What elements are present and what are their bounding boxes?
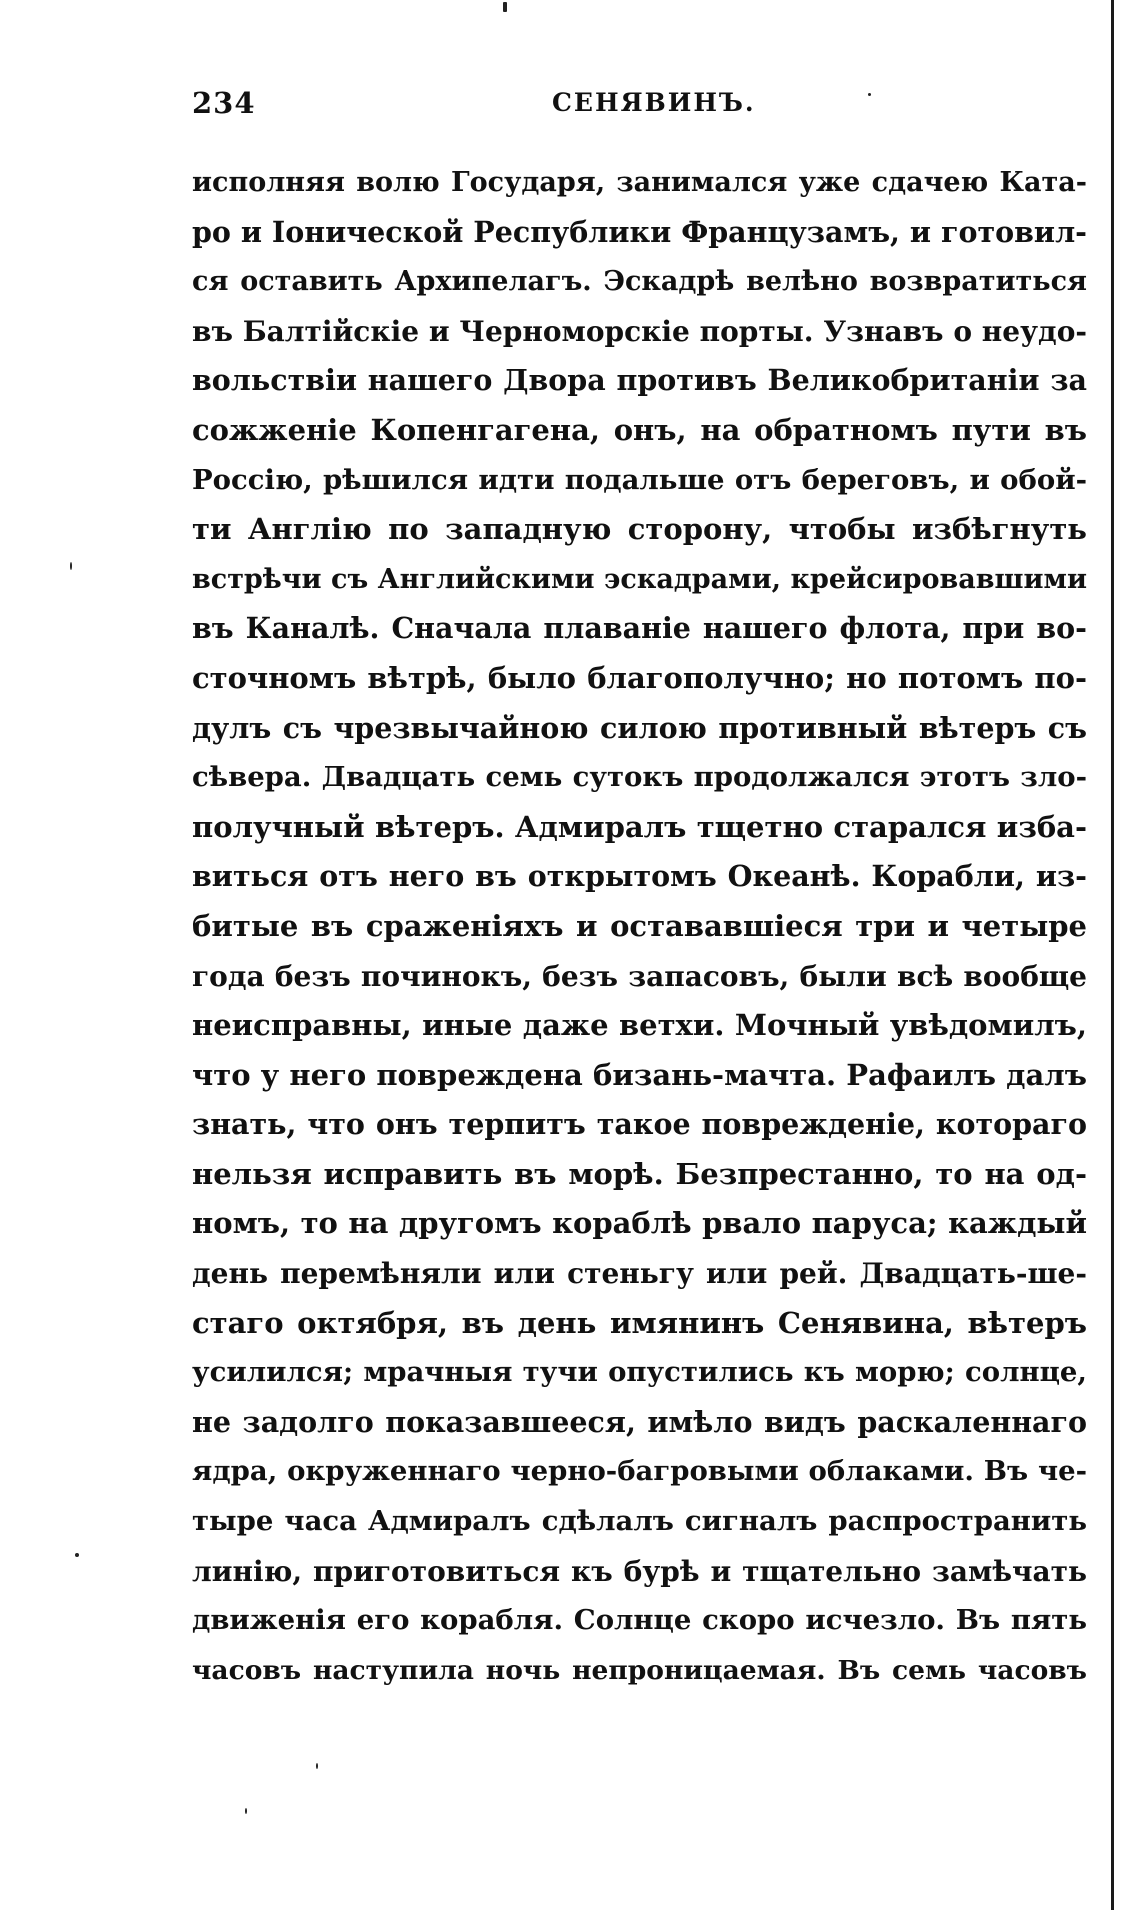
text-line: получный вѣтеръ. Адмиралъ тщетно старался изба- xyxy=(192,809,1087,844)
text-line: въ Каналѣ. Сначала плаваніе нашего флота, при во- xyxy=(192,611,1087,646)
text-line: встрѣчи съ Английскими эскадрами, крейсировавшими xyxy=(192,563,1087,595)
text-line: неисправны, иные даже ветхи. Мочный увѣдомилъ, xyxy=(192,1008,1087,1043)
ink-speck xyxy=(70,562,72,570)
text-line: исполняя волю Государя, занимался уже сдачею Ката- xyxy=(192,167,1087,198)
text-line: битые въ сраженіяхъ и остававшіеся три и четыре xyxy=(192,908,1087,943)
text-line: ся оставить Архипелагъ. Эскадрѣ велѣно возвратиться xyxy=(192,266,1087,298)
text-line: стаго октября, въ день имянинъ Сенявина, вѣтеръ xyxy=(192,1305,1087,1340)
ink-speck xyxy=(503,2,507,12)
text-line: дулъ съ чрезвычайною силою противный вѣтеръ съ xyxy=(192,710,1087,745)
text-line: виться отъ него въ открытомъ Океанѣ. Корабли, из- xyxy=(192,859,1087,894)
ink-speck xyxy=(316,1763,318,1769)
text-line: года безъ починокъ, безъ запасовъ, были всѣ вообще xyxy=(192,959,1087,993)
ink-speck xyxy=(245,1808,247,1814)
text-line: вольствіи нашего Двора противъ Великобританіи за xyxy=(192,363,1087,398)
text-line: номъ, то на другомъ кораблѣ рвало паруса; каждый xyxy=(192,1206,1087,1241)
text-line: что у него повреждена бизань-мачта. Рафаилъ далъ xyxy=(192,1057,1087,1092)
text-line: линію, приготовиться къ бурѣ и тщательно замѣчать xyxy=(192,1554,1087,1588)
text-line: сточномъ вѣтрѣ, было благополучно; но потомъ по- xyxy=(192,660,1087,695)
page-edge xyxy=(1111,0,1114,1910)
page-number: 234 xyxy=(192,86,256,120)
text-line: ти Англію по западную сторону, чтобы избѣгнуть xyxy=(192,512,1087,547)
text-line: движенія его корабля. Солнце скоро исчезло. Въ пять xyxy=(192,1604,1087,1637)
text-line: не задолго показавшееся, имѣло видъ раскаленнаго xyxy=(192,1404,1087,1439)
text-line: ядра, окруженнаго черно-багровыми облаками. Въ че- xyxy=(192,1455,1087,1488)
ink-speck xyxy=(75,1553,79,1557)
text-line: нельзя исправить въ морѣ. Безпрестанно, то на од- xyxy=(192,1156,1087,1191)
text-line: часовъ наступила ночь непроницаемая. Въ семь часовъ xyxy=(192,1654,1087,1686)
body-text xyxy=(192,158,1087,1695)
text-line: въ Балтійскіе и Черноморскіе порты. Узнавъ о неудо- xyxy=(192,314,1087,348)
text-line: сѣвера. Двадцать семь сутокъ продолжался этотъ зло- xyxy=(192,761,1087,794)
text-line: Россію, рѣшился идти подальше отъ береговъ, и обой- xyxy=(192,463,1087,496)
page-header xyxy=(192,86,1092,136)
text-line: сожженіе Копенгагена, онъ, на обратномъ пути въ xyxy=(192,412,1087,447)
running-title: СЕНЯВИНЪ. xyxy=(552,88,756,117)
text-line: знать, что онъ терпитъ такое поврежденіе, котораго xyxy=(192,1107,1087,1142)
text-line: день перемѣняли или стеньгу или рей. Двадцать-ше- xyxy=(192,1257,1087,1291)
text-line: усилился; мрачныя тучи опустились къ морю; солнце, xyxy=(192,1356,1087,1389)
text-line: ро и Іонической Республики Французамъ, и готовил- xyxy=(192,214,1087,249)
text-line: тыре часа Адмиралъ сдѣлалъ сигналъ распространить xyxy=(192,1505,1087,1538)
